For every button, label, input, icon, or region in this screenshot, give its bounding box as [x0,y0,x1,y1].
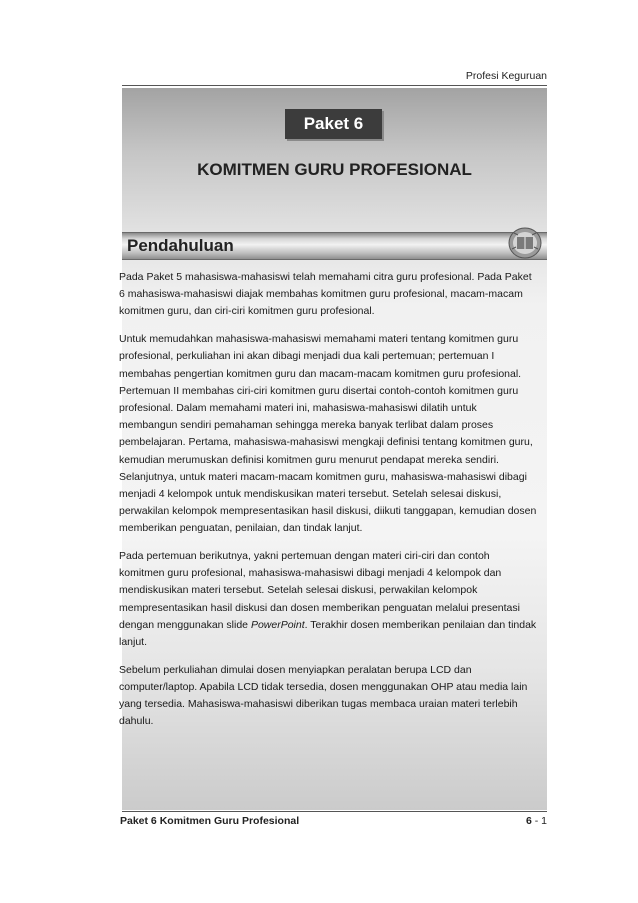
page-title: KOMITMEN GURU PROFESIONAL [197,160,472,179]
header-rule [122,85,547,86]
paragraph-next-meeting-text-1: Pada pertemuan berikutnya, yakni pertemuan dengan materi ciri-ciri dan contoh komitmen guru profesional, mahasiswa-mahasiswi dibagi menjadi 4 kelompok dan mendiskusikan materi tersebut. Setelah selesai diskusi, perwakilan kelompok mempresentasikan hasil diskusi dan dosen memberikan penguatan melalui presentasi dengan menggunakan slide [119,550,520,631]
page-number-separator: - [534,815,539,827]
page-number-chapter: 6 [525,815,532,827]
footer-rule [122,811,547,812]
body-text [119,269,537,741]
study-badge-icon [506,225,544,261]
running-header: Profesi Keguruan [465,70,547,82]
paket-label: Paket 6 [285,109,382,139]
paragraph-next-meeting [119,548,537,651]
page-number-sub: 1 [541,815,547,827]
paragraph-method: Untuk memudahkan mahasiswa-mahasiswi memahami materi tentang komitmen guru profesional, perkuliahan ini akan dibagi menjadi dua kali pertemuan; pertemuan I membahas pengertian komitmen guru dan macam-macam komitmen guru profesional. Pertemuan II membahas ciri-ciri komitmen guru disertai contoh-contoh komitmen guru profesional. Dalam memahami materi ini, mahasiswa-mahasiswi dilatih untuk membangun sendiri pemahaman sehingga mereka banyak terlibat dalam proses pembelajaran. Pertama, mahasiswa-mahasiswi mengkaji definisi tentang komitmen guru, kemudian merumuskan definisi komitmen guru menurut pendapat mereka sendiri. Selanjutnya, untuk materi macam-macam komitmen guru, mahasiswa-mahasiswi dibagi menjadi 4 kelompok untuk mendiskusikan materi tersebut. Setelah selesai diskusi, perwakilan kelompok mempresentasikan hasil diskusi, diikuti tanggapan, kemudian dosen memberikan penguatan, penilaian, dan tindak lanjut. [119,333,537,535]
paragraph-preparation: Sebelum perkuliahan dimulai dosen menyiapkan peralatan berupa LCD dan computer/laptop. Apabila LCD tidak tersedia, dosen menggunakan OHP atau media lain yang tersedia. Mahasiswa-mahasiswi diberikan tugas membaca uraian materi terlebih dahulu. [119,663,528,728]
paragraph-intro: Pada Paket 5 mahasiswa-mahasiswi telah memahami citra guru profesional. Pada Paket 6 mahasiswa-mahasiswi diajak membahas komitmen guru profesional, macam-macam komitmen guru, dan ciri-ciri komitmen guru profesional. [119,271,532,318]
footer-title: Paket 6 Komitmen Guru Profesional [120,815,300,827]
section-title: Pendahuluan [127,236,234,255]
powerpoint-term: PowerPoint [250,618,305,631]
page-number [500,815,547,827]
paragraph-next-meeting-text-2: . Terakhir dosen memberikan penilaian dan tindak lanjut. [119,618,537,649]
